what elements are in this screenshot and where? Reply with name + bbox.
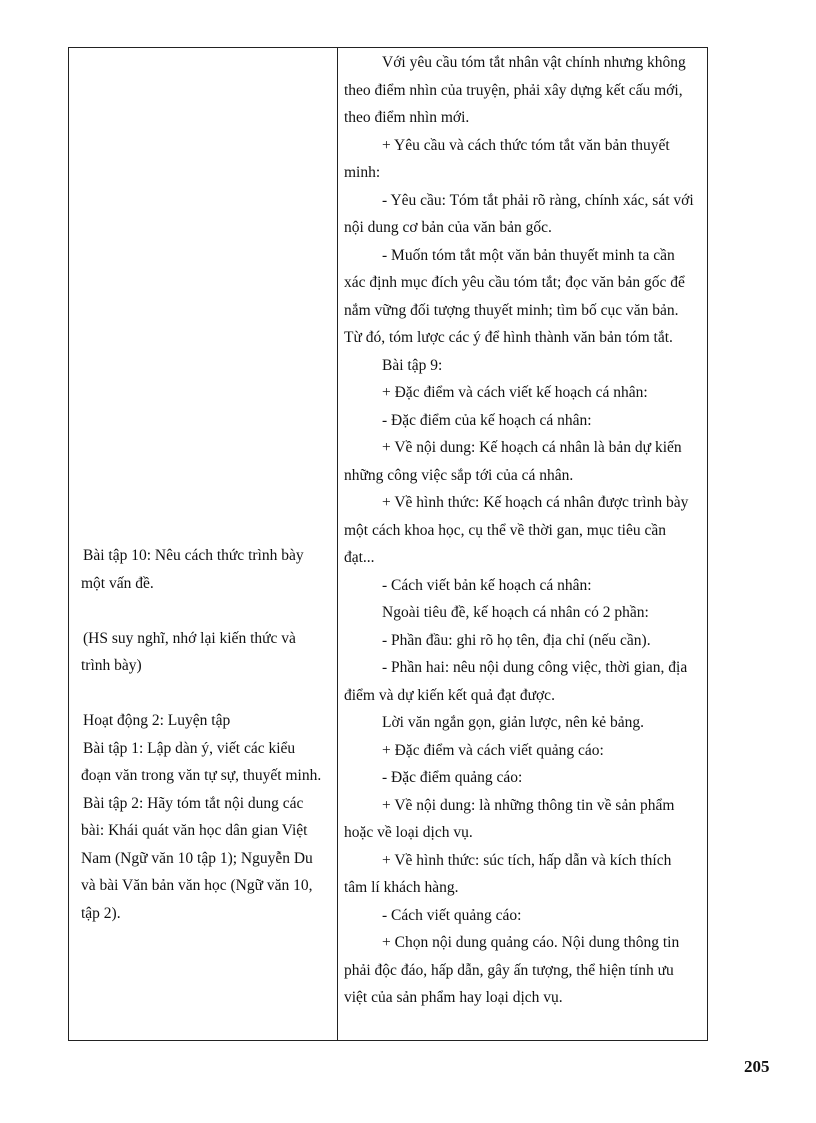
paragraph: + Về nội dung: là những thông tin về sản phẩm hoặc về loại dịch vụ. (344, 796, 675, 841)
paragraph: - Đặc điểm của kế hoạch cá nhân: (382, 411, 592, 429)
paragraph: - Phần đầu: ghi rõ họ tên, địa chỉ (nếu cần). (382, 631, 651, 649)
paragraph: - Yêu cầu: Tóm tắt phải rõ ràng, chính xác, sát với nội dung cơ bản của văn bản gốc. (344, 191, 694, 236)
page-number: 205 (744, 1057, 770, 1076)
paragraph: + Đặc điểm và cách viết quảng cáo: (382, 741, 604, 759)
paragraph: - Đặc điểm quảng cáo: (382, 769, 523, 786)
paragraph: + Chọn nội dung quảng cáo. Nội dung thông tin phải độc đáo, hấp dẫn, gây ấn tượng, thể hiện tính ưu việt của sản phẩm hay loại dịch vụ. (344, 934, 680, 1006)
paragraph: - Cách viết quảng cáo: (382, 906, 522, 924)
paragraph: + Đặc điểm và cách viết kế hoạch cá nhân: (382, 384, 648, 401)
paragraph: - Muốn tóm tắt một văn bản thuyết minh ta cần xác định mục đích yêu cầu tóm tắt; đọc văn bản gốc để nắm vững đối tượng thuyết minh; tìm bố cục văn bản. Từ đó, tóm lược các ý để hình thành văn bản tóm tắt. (344, 246, 685, 346)
hoat-dong-2: Hoạt động 2: Luyện tập (83, 712, 231, 729)
paragraph: Với yêu cầu tóm tắt nhân vật chính nhưng không theo điểm nhìn của truyện, phải xây dựng kết cấu mới, theo điểm nhìn mới. (344, 54, 686, 126)
hs-note: (HS suy nghĩ, nhớ lại kiến thức và trình bày) (81, 629, 296, 674)
right-column (344, 49, 696, 1012)
paragraph: Bài tập 9: (382, 356, 443, 374)
column-divider (337, 48, 338, 1040)
paragraph: Ngoài tiêu đề, kế hoạch cá nhân có 2 phần: (382, 604, 649, 621)
paragraph: + Về nội dung: Kế hoạch cá nhân là bản dự kiến những công việc sắp tới của cá nhân. (344, 439, 682, 484)
bai-tap-1: Bài tập 1: Lập dàn ý, viết các kiểu đoạn văn trong văn tự sự, thuyết minh. (81, 739, 322, 784)
paragraph: Lời văn ngắn gọn, giản lược, nên kẻ bảng. (382, 714, 644, 731)
bai-tap-2: Bài tập 2: Hãy tóm tắt nội dung các bài: Khái quát văn học dân gian Việt Nam (Ngữ văn 10 tập 1); Nguyễn Du và bài Văn bản văn học (Ngữ văn 10, tập 2). (81, 794, 313, 922)
paragraph: - Cách viết bản kế hoạch cá nhân: (382, 576, 592, 594)
bai-tap-10: Bài tập 10: Nêu cách thức trình bày một vấn đề. (81, 547, 304, 592)
paragraph: - Phần hai: nêu nội dung công việc, thời gian, địa điểm và dự kiến kết quả đạt được. (344, 659, 688, 704)
left-column (81, 542, 329, 927)
content-table (68, 47, 708, 1041)
paragraph: + Yêu cầu và cách thức tóm tắt văn bản thuyết minh: (344, 136, 670, 181)
paragraph: + Về hình thức: Kế hoạch cá nhân được trình bày một cách khoa học, cụ thể về thời gan, mục tiêu cần đạt... (344, 494, 689, 566)
paragraph: + Về hình thức: súc tích, hấp dẫn và kích thích tâm lí khách hàng. (344, 851, 672, 896)
